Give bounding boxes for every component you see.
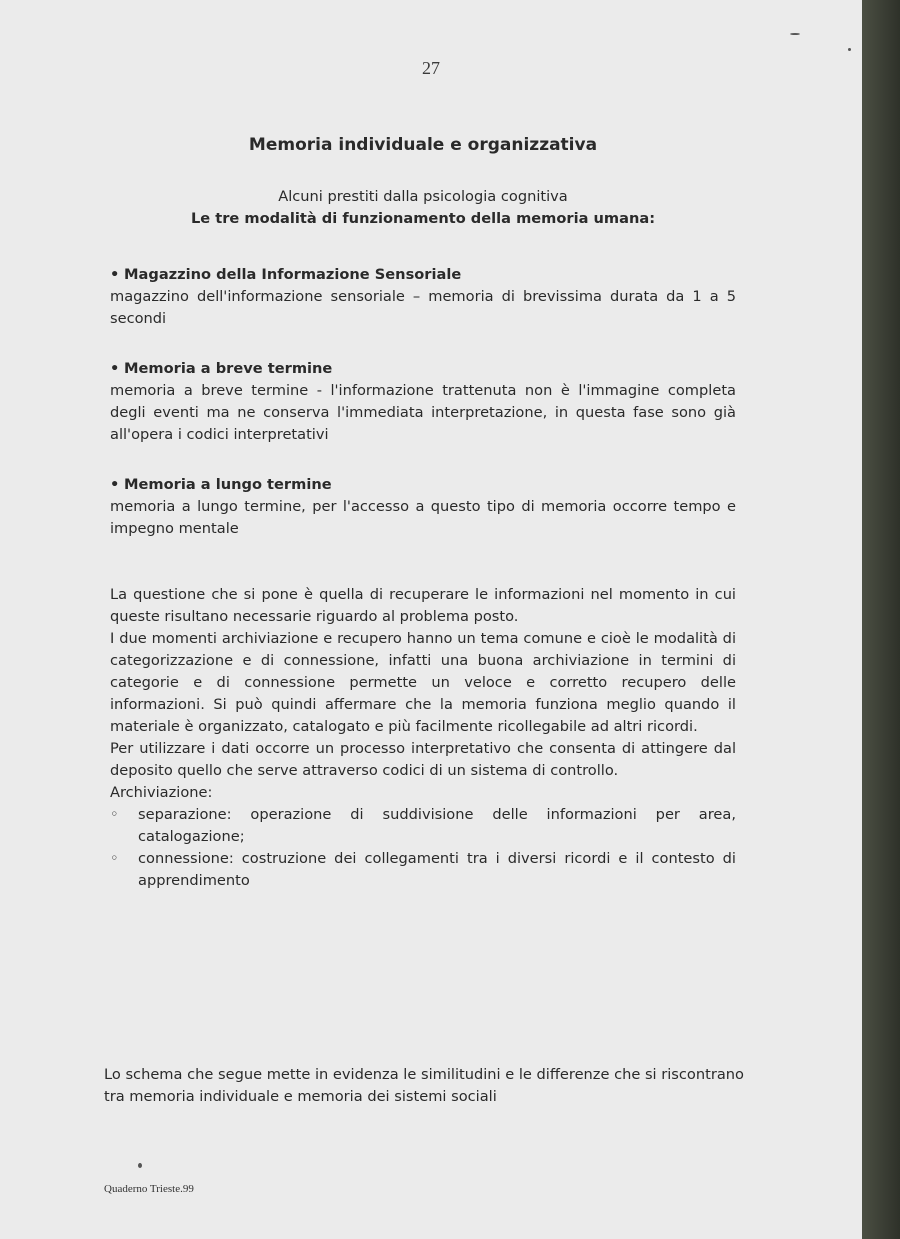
section-text: memoria a breve termine - l'informazione trattenuta non è l'immagine completa degli eventi ma ne conserva l'immediata interpretazione, in questa fase sono già all'opera i codici interpretativi [110,382,736,443]
bullet-icon: • [110,476,120,493]
section-sensory [110,264,736,330]
subtitle: Alcuni prestiti dalla psicologia cognitiva [278,188,568,205]
list-item [110,848,736,892]
section-heading-text: Magazzino della Informazione Sensoriale [124,266,462,283]
section-text: memoria a lungo termine, per l'accesso a questo tipo di memoria occorre tempo e impegno mentale [110,498,736,537]
section-heading [110,474,736,496]
body-paragraph-3: Per utilizzare i dati occorre un processo interpretativo che consenta di attingere dal deposito quello che serve attraverso codici di un sistema di controllo. [110,740,736,779]
list-item [110,804,736,848]
section-heading [110,264,736,286]
body-paragraph-2: I due momenti archiviazione e recupero hanno un tema comune e cioè le modalità di categorizzazione e di connessione, infatti una buona archiviazione in termini di categorie e di connessione permette un veloce e corretto recupero delle informazioni. Si può quindi affermare che la memoria funziona meglio quando il materiale è organizzato, catalogato e più facilmente ricollegabile ad altri ricordi. [110,630,736,735]
page-number: 27 [422,58,440,78]
scan-speck [848,48,851,51]
bullet-icon: • [110,266,120,283]
section-heading-text: Memoria a breve termine [124,360,333,377]
body-paragraph-1: La questione che si pone è quella di recuperare le informazioni nel momento in cui queste risultano necessarie riguardo al problema posto. [110,586,736,625]
closing-paragraph: Lo schema che segue mette in evidenza le similitudini e le differenze che si riscontrano tra memoria individuale e memoria dei sistemi sociali [104,1066,744,1105]
circle-bullet-icon: ◦ [110,850,119,867]
section-short-term [110,358,736,446]
scan-speck [790,33,800,35]
bullet-icon: • [110,360,120,377]
page-title: Memoria individuale e organizzativa [248,135,598,155]
footer-text: Quaderno Trieste.99 [104,1183,194,1195]
circle-bullet-icon: ◦ [110,806,119,823]
section-long-term [110,474,736,540]
list-item-text: connessione: costruzione dei collegamenti tra i diversi ricordi e il contesto di apprendimento [138,850,736,889]
body-paragraph-4: Archiviazione: [110,784,213,801]
main-content [110,130,736,892]
section-heading [110,358,736,380]
subtitle-bold: Le tre modalità di funzionamento della memoria umana: [190,210,656,227]
section-heading-text: Memoria a lungo termine [124,476,332,493]
scan-background-edge [862,0,900,1239]
scan-speck [138,1163,142,1168]
list-item-text: separazione: operazione di suddivisione delle informazioni per area, catalogazione; [138,806,736,845]
section-text: magazzino dell'informazione sensoriale – memoria di brevissima durata da 1 a 5 secondi [110,288,736,327]
